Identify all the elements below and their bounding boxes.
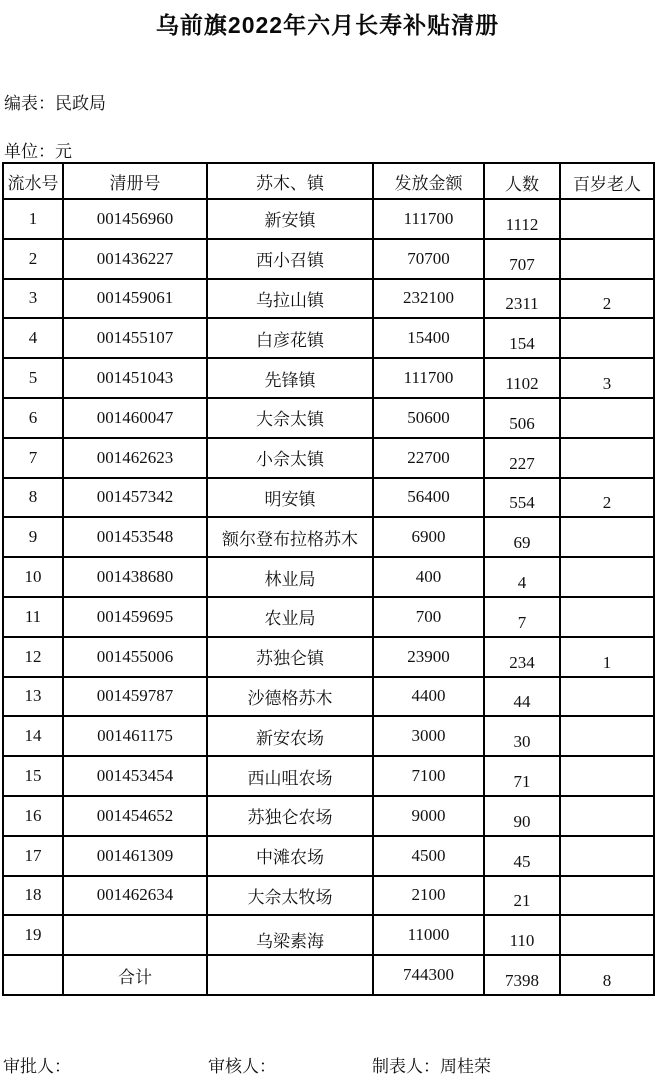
cell-people: 227 <box>484 438 560 478</box>
cell-people: 71 <box>484 756 560 796</box>
cell-seq: 10 <box>3 557 63 597</box>
unit-label: 单位：元 <box>4 142 72 161</box>
cell-centenarians <box>560 557 654 597</box>
cell-seq: 2 <box>3 239 63 279</box>
table-row <box>3 239 654 279</box>
cell-centenarians <box>560 199 654 239</box>
cell-town: 大佘太牧场 <box>207 876 373 916</box>
cell-amount: 232100 <box>373 279 484 319</box>
cell-centenarians <box>560 517 654 557</box>
cell-seq: 16 <box>3 796 63 836</box>
cell-centenarians: 3 <box>560 358 654 398</box>
table-row <box>3 876 654 916</box>
cell-amount: 70700 <box>373 239 484 279</box>
cell-seq: 12 <box>3 637 63 677</box>
cell-seq: 14 <box>3 716 63 756</box>
table-row <box>3 279 654 319</box>
column-header-amount: 发放金额 <box>373 163 484 199</box>
cell-seq: 5 <box>3 358 63 398</box>
total-cell-town <box>207 955 373 995</box>
cell-register-no: 001457342 <box>63 478 207 518</box>
cell-amount: 111700 <box>373 358 484 398</box>
cell-amount: 23900 <box>373 637 484 677</box>
cell-people: 44 <box>484 677 560 717</box>
cell-town: 额尔登布拉格苏木 <box>207 517 373 557</box>
cell-amount: 3000 <box>373 716 484 756</box>
cell-people: 554 <box>484 478 560 518</box>
subsidy-register-table <box>2 162 655 996</box>
reviewer-label: 审核人： <box>208 1057 276 1076</box>
cell-seq: 11 <box>3 597 63 637</box>
cell-people: 2311 <box>484 279 560 319</box>
cell-register-no: 001459695 <box>63 597 207 637</box>
cell-people: 506 <box>484 398 560 438</box>
cell-register-no: 001455107 <box>63 318 207 358</box>
preparer-label: 制表人： <box>372 1057 440 1076</box>
cell-register-no: 001456960 <box>63 199 207 239</box>
cell-register-no: 001453548 <box>63 517 207 557</box>
cell-register-no: 001455006 <box>63 637 207 677</box>
cell-centenarians <box>560 597 654 637</box>
cell-town: 明安镇 <box>207 478 373 518</box>
column-header-town: 苏木、镇 <box>207 163 373 199</box>
cell-centenarians <box>560 239 654 279</box>
cell-amount: 11000 <box>373 915 484 955</box>
cell-seq: 17 <box>3 836 63 876</box>
cell-register-no: 001461175 <box>63 716 207 756</box>
cell-amount: 22700 <box>373 438 484 478</box>
signature-line <box>0 1052 655 1076</box>
cell-town: 中滩农场 <box>207 836 373 876</box>
cell-seq: 3 <box>3 279 63 319</box>
cell-town: 大佘太镇 <box>207 398 373 438</box>
table-row <box>3 438 654 478</box>
cell-people: 30 <box>484 716 560 756</box>
cell-seq: 8 <box>3 478 63 518</box>
cell-people: 90 <box>484 796 560 836</box>
total-cell-amount: 744300 <box>373 955 484 995</box>
cell-seq: 15 <box>3 756 63 796</box>
cell-amount: 9000 <box>373 796 484 836</box>
cell-amount: 15400 <box>373 318 484 358</box>
table-row <box>3 318 654 358</box>
table-row <box>3 557 654 597</box>
cell-seq: 19 <box>3 915 63 955</box>
approver-label: 审批人： <box>3 1057 71 1076</box>
column-header-register-no: 清册号 <box>63 163 207 199</box>
cell-town: 苏独仑农场 <box>207 796 373 836</box>
cell-seq: 9 <box>3 517 63 557</box>
cell-amount: 4400 <box>373 677 484 717</box>
preparer-name: 周桂荣 <box>440 1057 491 1076</box>
cell-centenarians: 1 <box>560 637 654 677</box>
cell-register-no: 001453454 <box>63 756 207 796</box>
table-row <box>3 199 654 239</box>
cell-people: 45 <box>484 836 560 876</box>
cell-town: 西山咀农场 <box>207 756 373 796</box>
cell-register-no: 001436227 <box>63 239 207 279</box>
cell-town: 农业局 <box>207 597 373 637</box>
table-header-row <box>3 163 654 199</box>
cell-seq: 6 <box>3 398 63 438</box>
cell-amount: 6900 <box>373 517 484 557</box>
cell-centenarians <box>560 438 654 478</box>
table-row <box>3 796 654 836</box>
cell-register-no: 001459787 <box>63 677 207 717</box>
cell-centenarians <box>560 677 654 717</box>
cell-centenarians <box>560 756 654 796</box>
table-row <box>3 398 654 438</box>
cell-amount: 50600 <box>373 398 484 438</box>
total-cell-people: 7398 <box>484 955 560 995</box>
cell-register-no: 001461309 <box>63 836 207 876</box>
prepared-by-label: 编表：民政局 <box>4 94 106 113</box>
cell-town: 小佘太镇 <box>207 438 373 478</box>
cell-centenarians <box>560 915 654 955</box>
table-row <box>3 517 654 557</box>
cell-amount: 7100 <box>373 756 484 796</box>
cell-register-no: 001451043 <box>63 358 207 398</box>
cell-seq: 18 <box>3 876 63 916</box>
cell-town: 乌拉山镇 <box>207 279 373 319</box>
preparer-field <box>372 1052 491 1077</box>
cell-amount: 111700 <box>373 199 484 239</box>
cell-centenarians: 2 <box>560 478 654 518</box>
table-row <box>3 716 654 756</box>
cell-town: 西小召镇 <box>207 239 373 279</box>
cell-centenarians: 2 <box>560 279 654 319</box>
cell-town: 白彦花镇 <box>207 318 373 358</box>
cell-seq: 13 <box>3 677 63 717</box>
cell-centenarians <box>560 716 654 756</box>
cell-amount: 4500 <box>373 836 484 876</box>
cell-town: 新安农场 <box>207 716 373 756</box>
cell-people: 1112 <box>484 199 560 239</box>
cell-town: 林业局 <box>207 557 373 597</box>
cell-people: 69 <box>484 517 560 557</box>
cell-town: 新安镇 <box>207 199 373 239</box>
cell-people: 21 <box>484 876 560 916</box>
cell-people: 707 <box>484 239 560 279</box>
cell-centenarians <box>560 876 654 916</box>
cell-seq: 4 <box>3 318 63 358</box>
table-row <box>3 478 654 518</box>
cell-people: 234 <box>484 637 560 677</box>
total-cell-centenarians: 8 <box>560 955 654 995</box>
cell-register-no: 001462623 <box>63 438 207 478</box>
column-header-centenarians: 百岁老人 <box>560 163 654 199</box>
total-cell-label: 合计 <box>63 955 207 995</box>
cell-register-no: 001462634 <box>63 876 207 916</box>
table-row <box>3 597 654 637</box>
table-row <box>3 677 654 717</box>
cell-people: 110 <box>484 915 560 955</box>
table-row <box>3 358 654 398</box>
column-header-people: 人数 <box>484 163 560 199</box>
cell-register-no: 001438680 <box>63 557 207 597</box>
page-title: 乌前旗2022年六月长寿补贴清册 <box>155 12 500 38</box>
total-cell-seq <box>3 955 63 995</box>
cell-centenarians <box>560 836 654 876</box>
cell-seq: 7 <box>3 438 63 478</box>
cell-people: 154 <box>484 318 560 358</box>
cell-people: 7 <box>484 597 560 637</box>
table-row <box>3 836 654 876</box>
cell-register-no: 001454652 <box>63 796 207 836</box>
cell-town: 沙德格苏木 <box>207 677 373 717</box>
table-body <box>3 199 654 955</box>
table-row <box>3 637 654 677</box>
cell-seq: 1 <box>3 199 63 239</box>
cell-town: 乌梁素海 <box>207 915 373 955</box>
cell-amount: 400 <box>373 557 484 597</box>
column-header-seq: 流水号 <box>3 163 63 199</box>
cell-register-no: 001460047 <box>63 398 207 438</box>
table-total-row <box>3 955 654 995</box>
cell-town: 苏独仑镇 <box>207 637 373 677</box>
cell-centenarians <box>560 398 654 438</box>
cell-amount: 56400 <box>373 478 484 518</box>
cell-amount: 2100 <box>373 876 484 916</box>
table-row <box>3 756 654 796</box>
cell-centenarians <box>560 318 654 358</box>
cell-people: 1102 <box>484 358 560 398</box>
cell-town: 先锋镇 <box>207 358 373 398</box>
table-row <box>3 915 654 955</box>
cell-centenarians <box>560 796 654 836</box>
cell-people: 4 <box>484 557 560 597</box>
cell-amount: 700 <box>373 597 484 637</box>
cell-register-no <box>63 915 207 955</box>
cell-register-no: 001459061 <box>63 279 207 319</box>
